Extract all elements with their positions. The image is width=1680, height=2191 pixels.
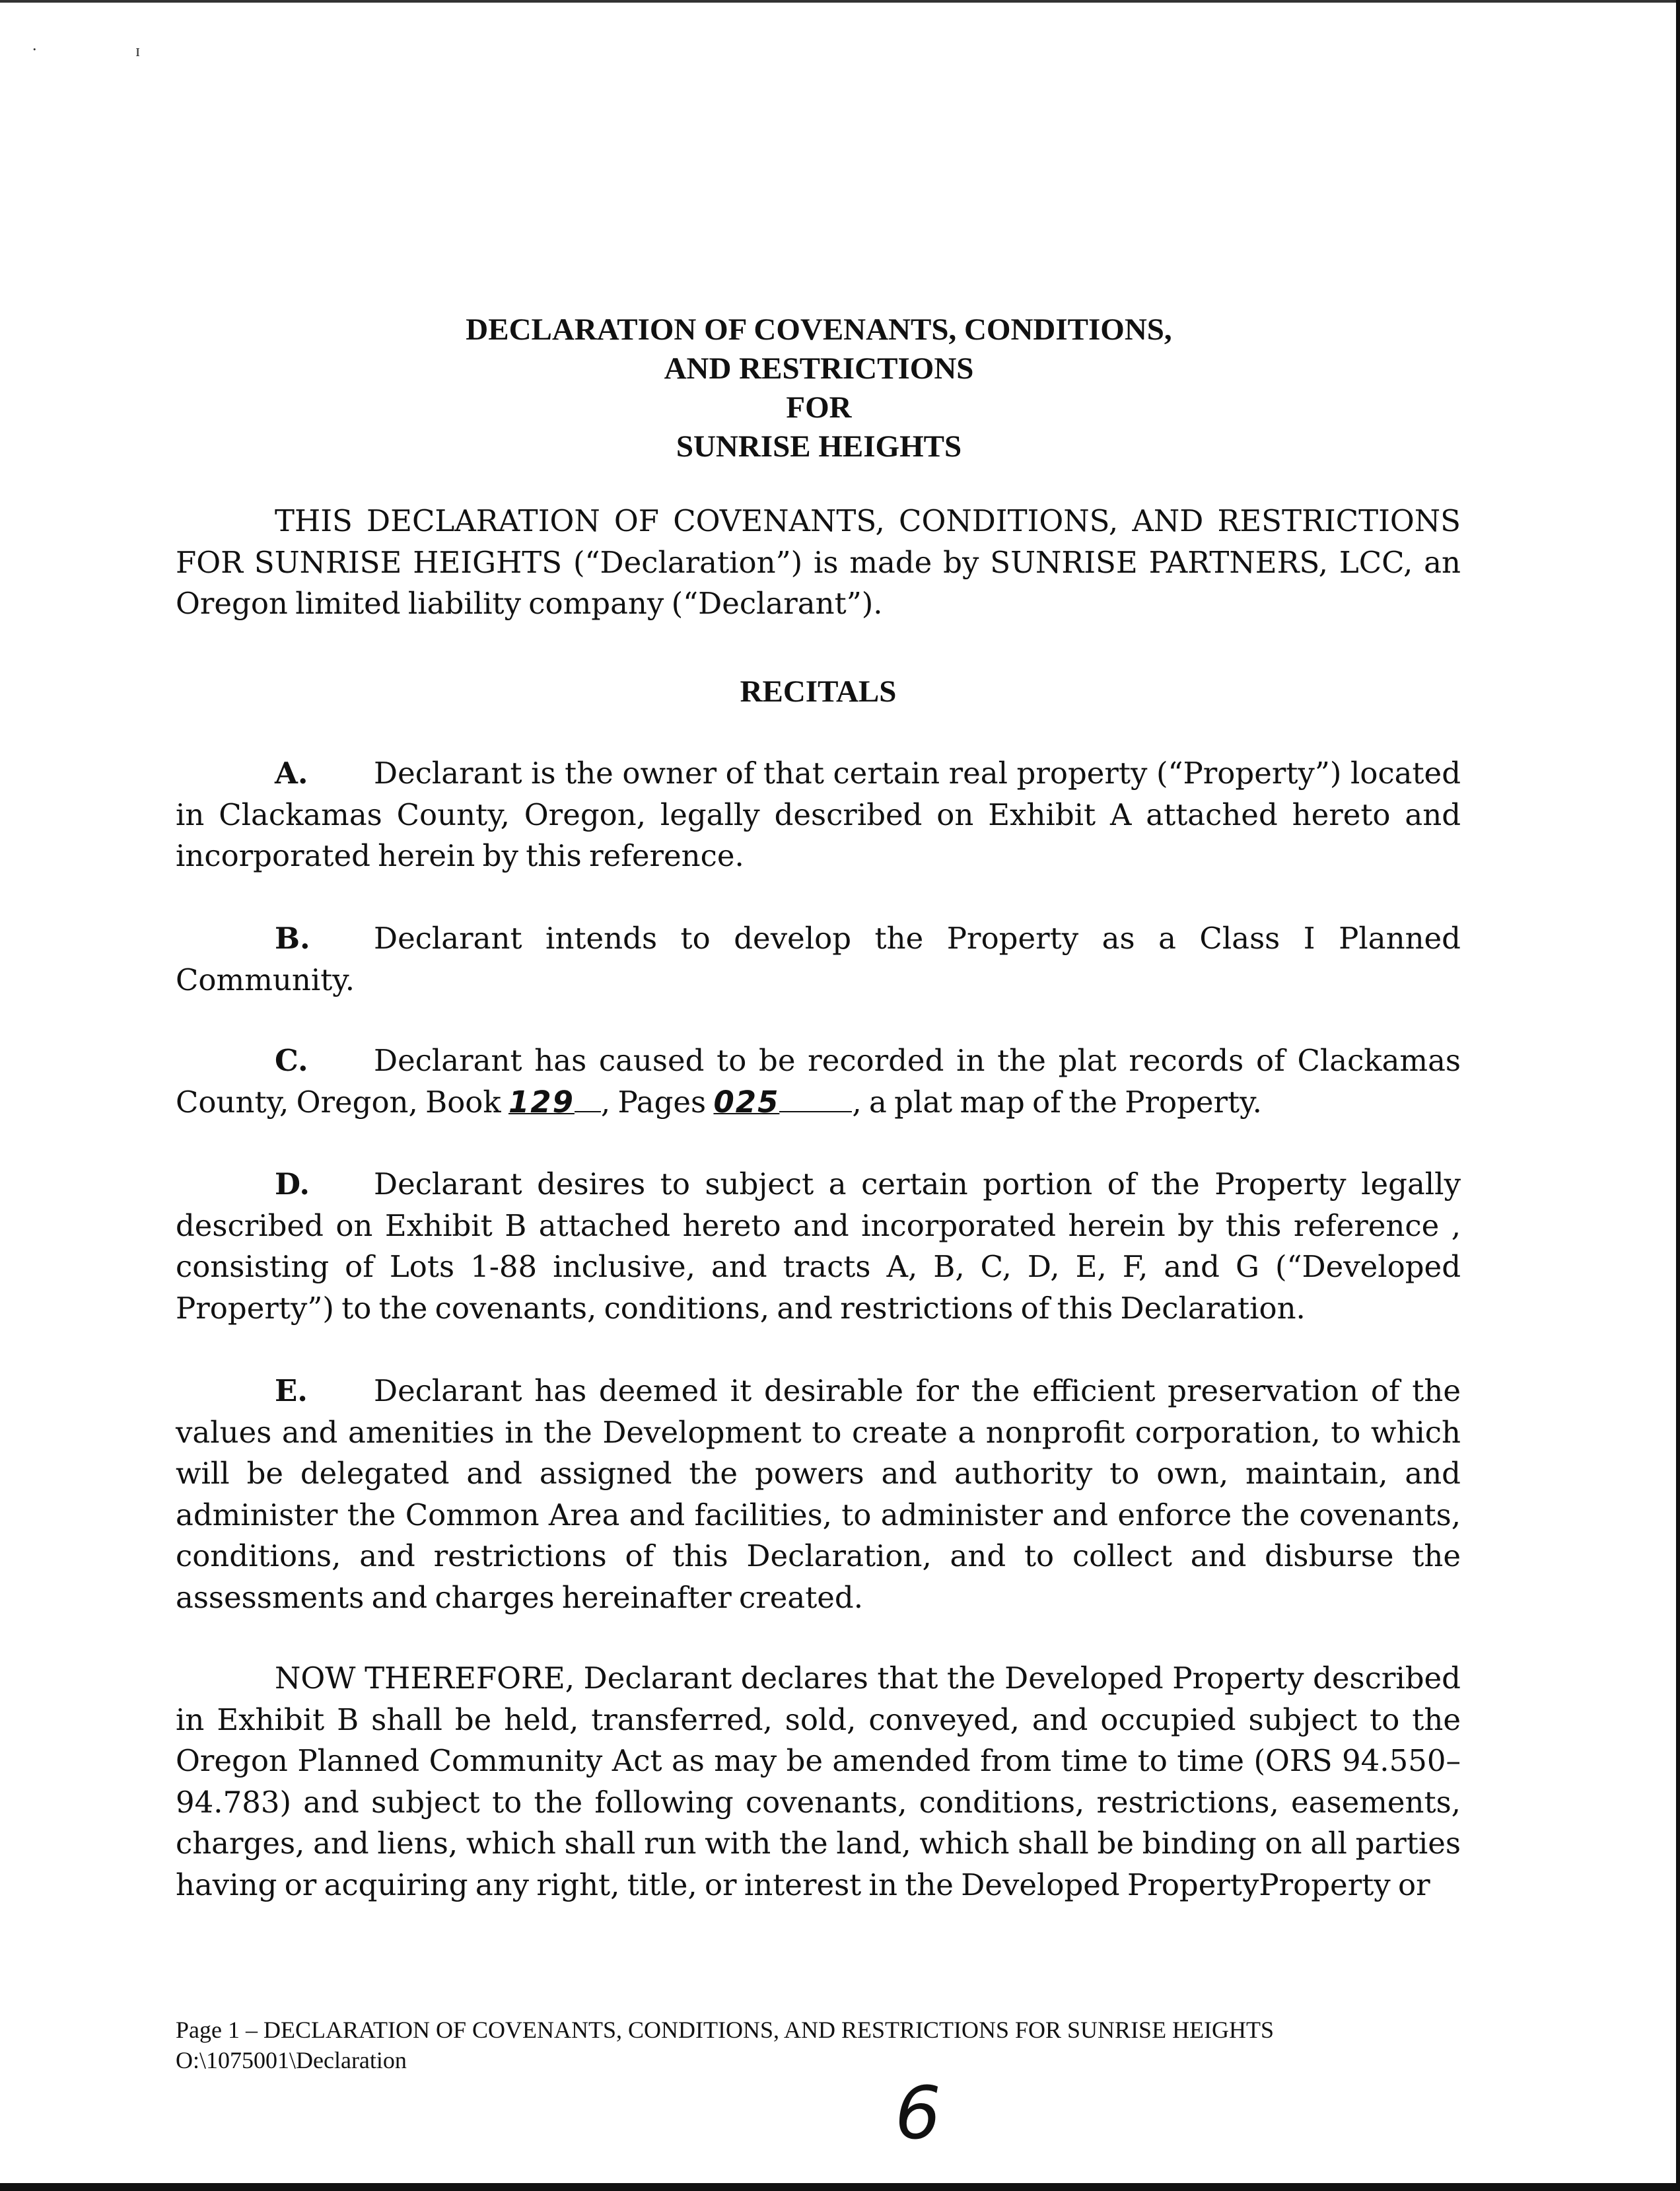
recital-a bbox=[176, 753, 1461, 877]
recital-e-text: Declarant has deemed it desirable for the efficient preservation of the values and amenities in the Development to create a nonprofit corporation, to which will be delegated and assigned the powers and authority to own, maintain, and administer the Common Area and facilities, to administer and enforce the covenants, conditions, and restrictions of this Declaration, and to collect and disburse the assessments and charges hereinafter created. bbox=[176, 1373, 1461, 1615]
scan-edge-right bbox=[1676, 0, 1680, 2191]
title-line-1: DECLARATION OF COVENANTS, CONDITIONS, bbox=[466, 312, 1172, 347]
book-number-handwritten: 129 bbox=[508, 1084, 575, 1120]
intro-paragraph: THIS DECLARATION OF COVENANTS, CONDITIONS, AND RESTRICTIONS FOR SUNRISE HEIGHTS (“Declaration”) is made by SUNRISE PARTNERS, LCC, an Oregon limited liability company (“Declarant”). bbox=[176, 503, 1461, 621]
recital-c-text-before: Declarant has caused to be recorded in the plat records of Clackamas County, Oregon, Book bbox=[176, 1043, 1461, 1120]
scan-mark-left: ॱ bbox=[32, 44, 38, 63]
recital-b bbox=[176, 918, 1461, 1001]
recital-d bbox=[176, 1164, 1461, 1329]
scan-edge-top bbox=[0, 0, 1680, 3]
title-line-3: FOR bbox=[786, 390, 852, 425]
pages-number-handwritten: 025 bbox=[713, 1084, 780, 1120]
scan-edge-bottom bbox=[0, 2183, 1680, 2191]
document-title bbox=[172, 310, 1466, 466]
recital-a-label: A. bbox=[275, 756, 308, 791]
pages-blank-line bbox=[779, 1091, 852, 1112]
recital-e bbox=[176, 1371, 1461, 1618]
recital-c-text-middle: , Pages bbox=[600, 1084, 714, 1120]
page-footer bbox=[176, 2015, 1470, 2075]
recital-d-text: Declarant desires to subject a certain portion of the Property legally described on Exhibit B attached hereto and incorporated herein by this reference , consisting of Lots 1-88 inclusive, and tracts A, B, C, D, E, F, and G (“Developed Property”) to the covenants, conditions, and restrictions of this Declaration. bbox=[176, 1167, 1461, 1326]
title-line-4: SUNRISE HEIGHTS bbox=[676, 429, 962, 464]
book-blank-line bbox=[575, 1091, 601, 1112]
footer-title: Page 1 – DECLARATION OF COVENANTS, CONDITIONS, AND RESTRICTIONS FOR SUNRISE HEIGHTS bbox=[176, 2017, 1275, 2043]
footer-file-path: O:\1075001\Declaration bbox=[176, 2047, 407, 2073]
scan-mark-right: ɪ bbox=[135, 41, 141, 60]
recital-b-label: B. bbox=[275, 921, 310, 956]
recital-c-text-after: , a plat map of the Property. bbox=[852, 1084, 1262, 1120]
now-therefore-paragraph: NOW THEREFORE, Declarant declares that the Developed Property described in Exhibit B shall be held, transferred, sold, conveyed, and occupied subject to the Oregon Planned Community Act as may be amended from time to time (ORS 94.550–94.783) and subject to the following covenants, conditions, restrictions, easements, charges, and liens, which shall run with the land, which shall be binding on all parties having or acquiring any right, title, or interest in the Developed PropertyProperty or bbox=[176, 1661, 1461, 1902]
handwritten-page-number: 6 bbox=[895, 2071, 941, 2155]
recital-e-label: E. bbox=[275, 1373, 308, 1408]
recital-b-text: Declarant intends to develop the Property as a Class I Planned Community. bbox=[176, 921, 1461, 997]
recital-c bbox=[176, 1040, 1461, 1123]
recital-a-text: Declarant is the owner of that certain real property (“Property”) located in Clackamas County, Oregon, legally described on Exhibit A attached hereto and incorporated herein by this reference. bbox=[176, 756, 1461, 873]
recitals-heading: RECITALS bbox=[740, 674, 897, 709]
recital-d-label: D. bbox=[275, 1167, 310, 1202]
recital-c-label: C. bbox=[275, 1043, 308, 1078]
title-line-2: AND RESTRICTIONS bbox=[664, 351, 974, 386]
